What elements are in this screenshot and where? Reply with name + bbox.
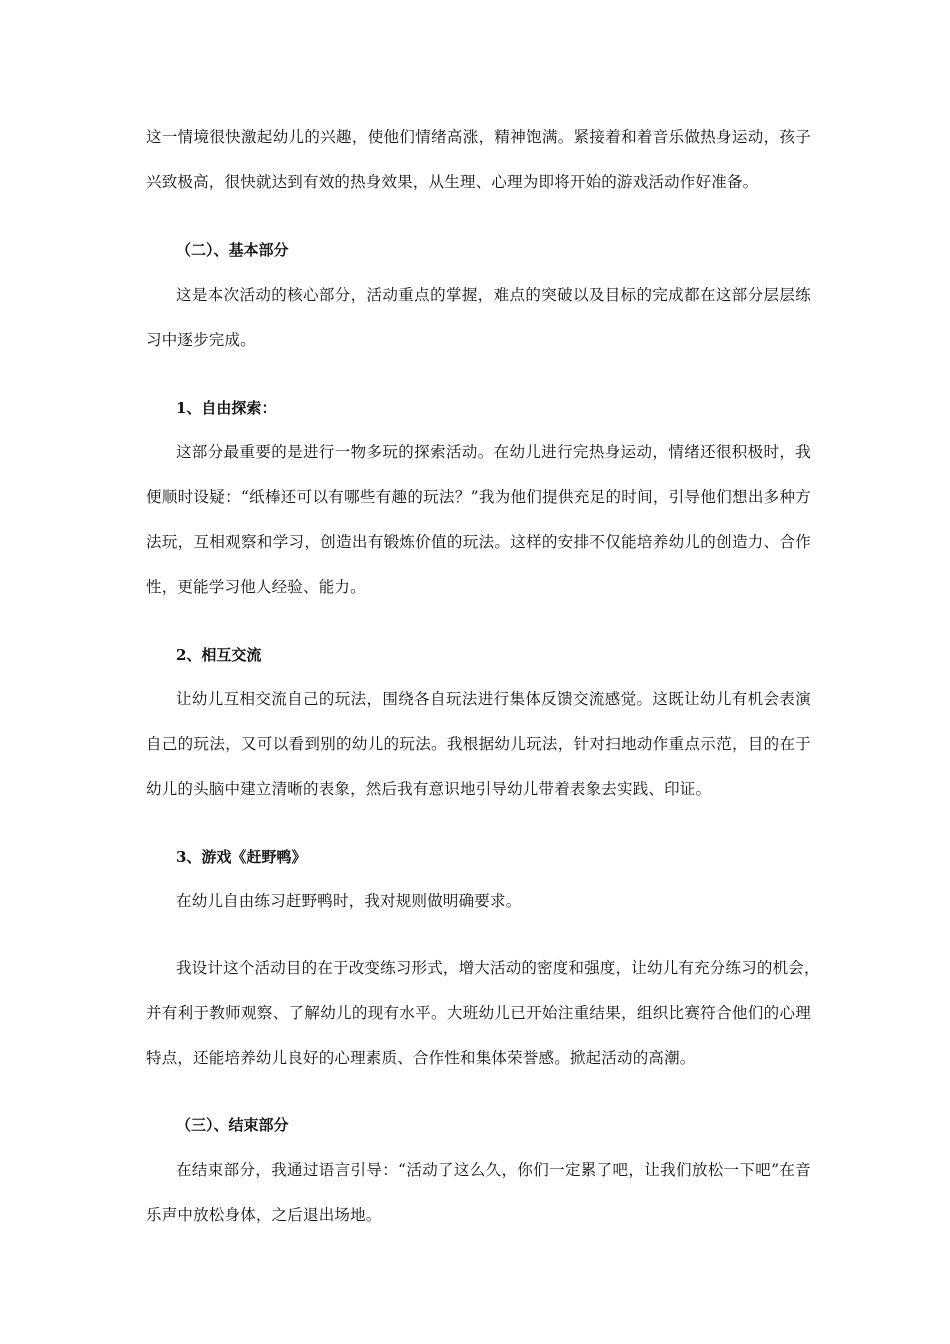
paragraph-line: 幼儿的头脑中建立清晰的表象，然后我有意识地引导幼儿带着表象去实践、印证。 xyxy=(146,780,712,798)
section-heading: （二）、基本部分 xyxy=(176,241,289,259)
paragraph-line: 在结束部分，我通过语言引导：“活动了这么久，你们一定累了吧，让我们放松一下吧”在音 xyxy=(176,1161,811,1179)
paragraph-line: 法玩，互相观察和学习，创造出有锻炼价值的玩法。这样的安排不仅能培养幼儿的创造力、合作 xyxy=(146,533,811,551)
section-heading: （三）、结束部分 xyxy=(176,1116,289,1134)
paragraph-line: 习中逐步完成。 xyxy=(146,331,256,349)
paragraph-line: 这是本次活动的核心部分，活动重点的掌握，难点的突破以及目标的完成都在这部分层层练 xyxy=(176,286,811,304)
paragraph-line: 兴致极高，很快就达到有效的热身效果，从生理、心理为即将开始的游戏活动作好准备。 xyxy=(146,173,759,191)
paragraph-line: 性，更能学习他人经验、能力。 xyxy=(146,578,366,596)
paragraph-line: 乐声中放松身体，之后退出场地。 xyxy=(146,1206,382,1224)
paragraph-line: 这部分最重要的是进行一物多玩的探索活动。在幼儿进行完热身运动，情绪还很积极时，我 xyxy=(176,443,811,461)
paragraph-line: 这一情境很快激起幼儿的兴趣，使他们情绪高涨，精神饱满。紧接着和着音乐做热身运动，孩子 xyxy=(146,128,811,146)
paragraph-line: 特点，还能培养幼儿良好的心理素质、合作性和集体荣誉感。掀起活动的高潮。 xyxy=(146,1049,696,1067)
subsection-heading: 1、自由探索： xyxy=(176,399,277,417)
paragraph-line: 我设计这个活动目的在于改变练习形式，增大活动的密度和强度，让幼儿有充分练习的机会， xyxy=(176,959,820,977)
paragraph-line: 便顺时设疑：“纸棒还可以有哪些有趣的玩法？”我为他们提供充足的时间，引导他们想出多种方 xyxy=(146,488,811,506)
subsection-heading: 3、游戏《赶野鸭》 xyxy=(176,848,307,866)
paragraph-line: 在幼儿自由练习赶野鸭时，我对规则做明确要求。 xyxy=(176,892,522,910)
paragraph-line: 让幼儿互相交流自己的玩法，围绕各自玩法进行集体反馈交流感觉。这既让幼儿有机会表演 xyxy=(176,690,811,708)
subsection-heading: 2、相互交流 xyxy=(176,646,262,664)
paragraph-line: 并有利于教师观察、了解幼儿的现有水平。大班幼儿已开始注重结果，组织比赛符合他们的心理 xyxy=(146,1004,811,1022)
paragraph-line: 自己的玩法，又可以看到别的幼儿的玩法。我根据幼儿玩法，针对扫地动作重点示范，目的在于 xyxy=(146,735,811,753)
